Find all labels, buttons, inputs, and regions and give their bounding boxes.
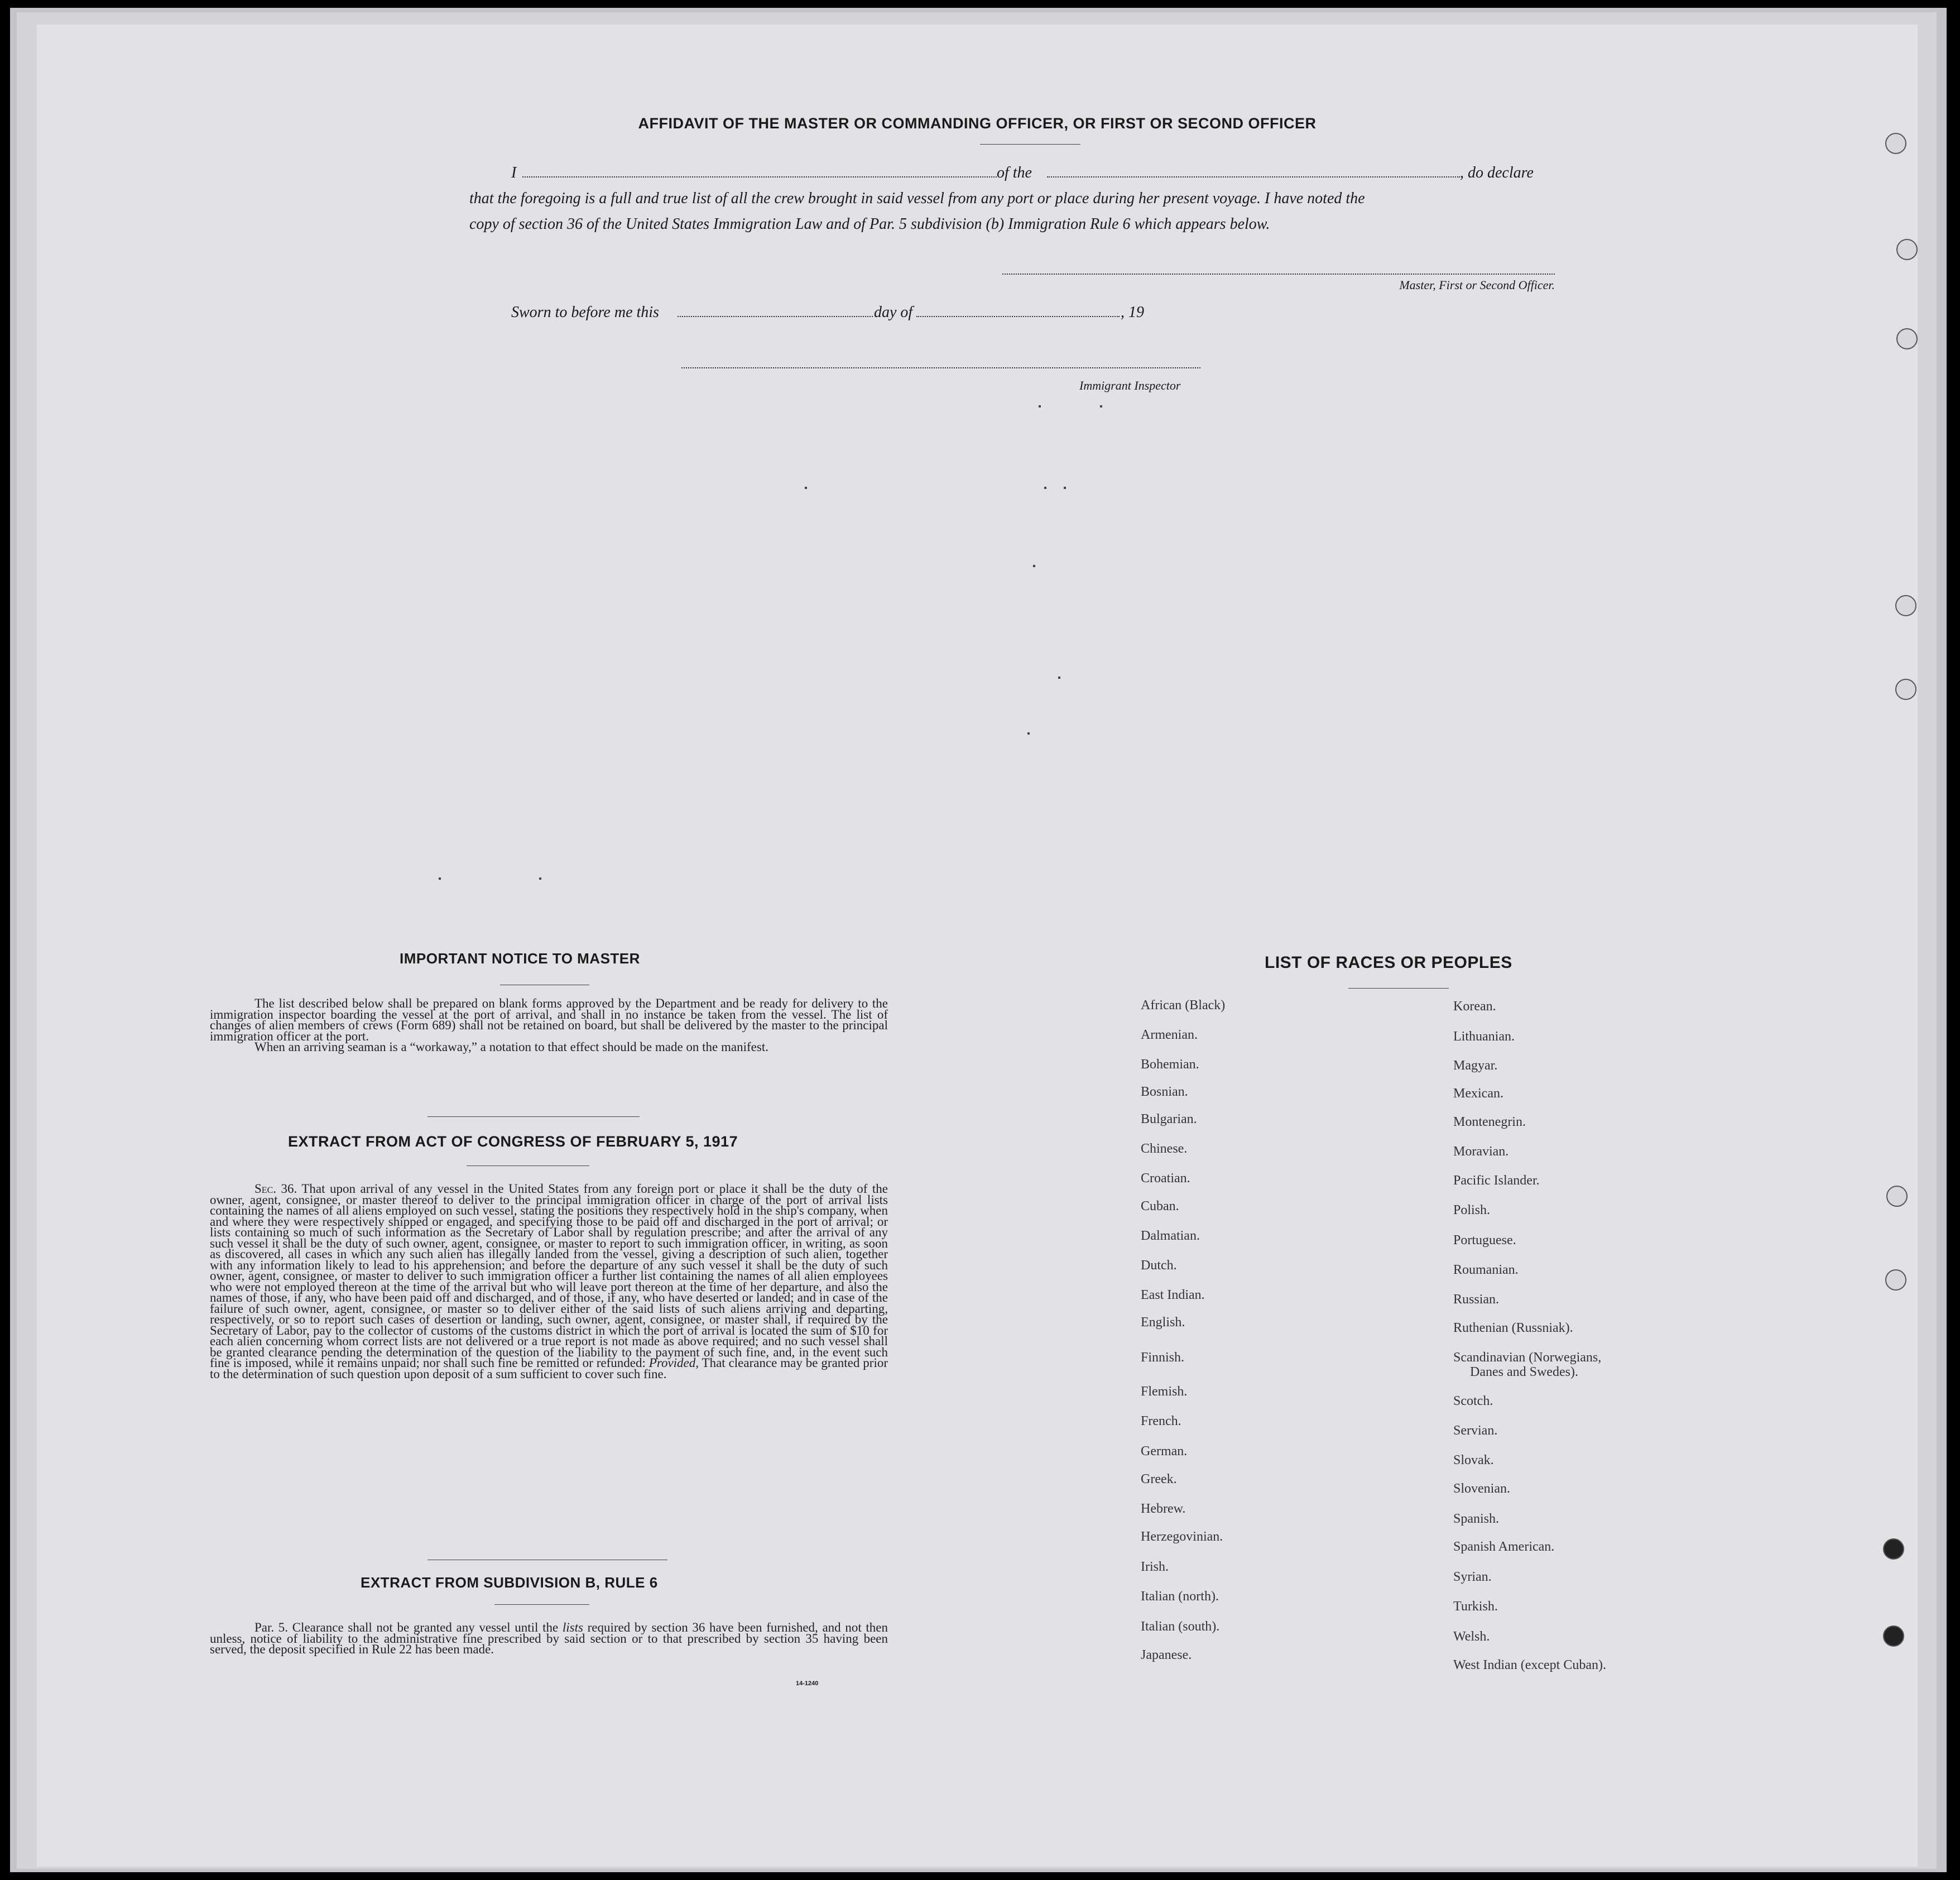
affidavit-declare: , do declare bbox=[1460, 164, 1534, 181]
vessel-blank-line[interactable] bbox=[1047, 176, 1460, 178]
binding-hole bbox=[1883, 1538, 1904, 1560]
race-right-16: Servian. bbox=[1453, 1423, 1498, 1438]
notice-body bbox=[210, 998, 888, 1053]
binding-hole bbox=[1896, 239, 1918, 260]
binding-hole bbox=[1885, 133, 1906, 154]
form-number: 14-1240 bbox=[796, 1680, 819, 1687]
race-left-11: East Indian. bbox=[1141, 1288, 1205, 1302]
inspector-signature-line[interactable] bbox=[681, 367, 1200, 368]
races-rule bbox=[1348, 988, 1449, 989]
race-right-3: Magyar. bbox=[1453, 1058, 1498, 1073]
rule-rule bbox=[494, 1604, 589, 1605]
affidavit-of-the: of the bbox=[997, 164, 1032, 181]
race-left-19: Herzegovinian. bbox=[1141, 1529, 1223, 1544]
master-label: Master, First or Second Officer. bbox=[1399, 278, 1555, 292]
sworn-text: Sworn to before me this bbox=[511, 304, 659, 321]
section-rule-1 bbox=[427, 1116, 640, 1117]
speck bbox=[1033, 565, 1035, 567]
speck bbox=[439, 877, 441, 880]
race-right-10: Roumanian. bbox=[1453, 1263, 1519, 1277]
race-left-7: Croatian. bbox=[1141, 1171, 1190, 1186]
speck bbox=[1044, 487, 1046, 489]
race-left-5: Bulgarian. bbox=[1141, 1112, 1197, 1126]
binding-hole bbox=[1895, 679, 1916, 700]
rule-text-b: required by section 36 have been furnished, and not then unless, notice of liability to the administrative fine prescribed by said section or to that prescribed by section 35 having been served, the deposit specified in Rule 22 has been made. bbox=[210, 1620, 888, 1656]
rule-title: EXTRACT FROM SUBDIVISION B, RULE 6 bbox=[361, 1574, 658, 1591]
inspector-label: Immigrant Inspector bbox=[1079, 378, 1181, 392]
race-right-24: West Indian (except Cuban). bbox=[1453, 1658, 1606, 1672]
rule-text-a: Par. 5. Clearance shall not be granted any vessel until the bbox=[254, 1620, 559, 1634]
race-right-13: Scandinavian (Norwegians, bbox=[1453, 1350, 1602, 1365]
speck bbox=[539, 877, 541, 880]
race-left-23: Japanese. bbox=[1141, 1648, 1192, 1662]
binding-hole bbox=[1895, 595, 1916, 616]
race-right-8: Polish. bbox=[1453, 1203, 1491, 1217]
race-right-14: Danes and Swedes). bbox=[1470, 1365, 1578, 1379]
race-right-5: Montenegrin. bbox=[1453, 1115, 1526, 1129]
document-page bbox=[37, 25, 1918, 1867]
race-left-20: Irish. bbox=[1141, 1560, 1169, 1574]
speck bbox=[805, 487, 807, 489]
race-left-13: Finnish. bbox=[1141, 1350, 1185, 1365]
notice-title: IMPORTANT NOTICE TO MASTER bbox=[400, 950, 640, 967]
race-left-3: Bohemian. bbox=[1141, 1057, 1199, 1072]
race-right-6: Moravian. bbox=[1453, 1144, 1509, 1159]
race-right-20: Spanish American. bbox=[1453, 1540, 1555, 1554]
races-title: LIST OF RACES OR PEOPLES bbox=[1265, 953, 1512, 972]
notice-para-1: The list described below shall be prepared on blank forms approved by the Department and be ready for delivery to the immigration inspector boarding the vessel at the port of arrival, and shall in no instance be taken from the vessel. The list of changes of alien members of crews (Form 689) shall not be retained on board, but shall be delivered by the master to the principal immigration officer at the port. bbox=[210, 996, 888, 1043]
speck bbox=[1064, 487, 1066, 489]
race-left-12: English. bbox=[1141, 1315, 1185, 1330]
sworn-month-line[interactable] bbox=[916, 316, 1120, 317]
race-left-21: Italian (north). bbox=[1141, 1589, 1219, 1604]
notice-para-2: When an arriving seaman is a “workaway,” a notation to that effect should be made on the manifest. bbox=[254, 1040, 768, 1054]
race-right-22: Turkish. bbox=[1453, 1599, 1498, 1614]
race-left-8: Cuban. bbox=[1141, 1199, 1179, 1214]
race-right-4: Mexican. bbox=[1453, 1086, 1503, 1101]
binding-hole bbox=[1885, 1269, 1906, 1291]
name-blank-line[interactable] bbox=[522, 176, 997, 178]
affidavit-i: I bbox=[511, 164, 517, 181]
binding-hole bbox=[1883, 1625, 1904, 1647]
race-right-23: Welsh. bbox=[1453, 1629, 1490, 1644]
rule-body bbox=[210, 1622, 888, 1655]
race-left-2: Armenian. bbox=[1141, 1028, 1198, 1042]
sec-label: Sec. 36. bbox=[254, 1182, 297, 1196]
title-rule bbox=[980, 144, 1080, 145]
race-left-18: Hebrew. bbox=[1141, 1502, 1186, 1516]
race-right-9: Portuguese. bbox=[1453, 1233, 1516, 1248]
speck bbox=[1039, 405, 1041, 407]
day-of-text: day of bbox=[874, 304, 913, 321]
race-right-15: Scotch. bbox=[1453, 1394, 1493, 1408]
binding-hole bbox=[1886, 1186, 1908, 1207]
sworn-day-line[interactable] bbox=[678, 316, 873, 317]
race-right-7: Pacific Islander. bbox=[1453, 1173, 1540, 1188]
speck bbox=[1058, 677, 1060, 679]
race-left-14: Flemish. bbox=[1141, 1384, 1188, 1399]
race-right-21: Syrian. bbox=[1453, 1570, 1492, 1584]
act-text: That upon arrival of any vessel in the United States from any foreign port or place it shall be the duty of the owner, agent, consignee, or master thereof to deliver to the principal immigration officer in charge of the port of arrival lists containing the names of all aliens employed on such vessel, stating the positions they respectively hold in the ship's company, when and where they were respectively shipped or engaged, and specifying those to be paid off and discharged in the port of arrival; or lists containing so much of such information as the Secretary of Labor shall by regulation prescribe; and after the arrival of any such vessel it shall be the duty of such owner, agent, consignee, or master to report to such immigration officer, in writing, as soon as discovered, all cases in which any such alien has illegally landed from the vessel, giving a description of such alien, together with any information likely to lead to his apprehension; and before the departure of any such vessel it shall be the duty of such owner, agent, consignee, or master to deliver to such immigration officer a further list containing the names of all alien employees who were not employed thereon at the time of the arrival but who will leave port thereon at the time of her departure, and also the names of those, if any, who have been paid off and discharged, and of those, if any, who have deserted or landed; and in case of the failure of such owner, agent, consignee, or master so to deliver either of the said lists of such aliens arriving and departing, respectively, or so to report such cases of desertion or landing, such owner, agent, consignee, or master shall, if required by the Secretary of Labor, pay to the collector of customs of the customs district in which the port of arrival is located the sum of $10 for each alien concerning whom correct lists are not delivered or a true report is not made as above required; and no such vessel shall be granted clearance pending the determination of the question of the liability to the payment of such fine, and, in the event such fine is imposed, while it remains unpaid; nor shall such fine be remitted or refunded: bbox=[210, 1182, 888, 1370]
year-text: , 19 bbox=[1121, 304, 1144, 321]
race-right-1: Korean. bbox=[1453, 999, 1496, 1014]
race-left-9: Dalmatian. bbox=[1141, 1229, 1200, 1243]
master-signature-line[interactable] bbox=[1002, 274, 1555, 275]
race-right-19: Spanish. bbox=[1453, 1512, 1500, 1526]
race-right-12: Ruthenian (Russniak). bbox=[1453, 1321, 1573, 1335]
race-left-15: French. bbox=[1141, 1414, 1181, 1428]
race-right-11: Russian. bbox=[1453, 1292, 1500, 1307]
binding-hole bbox=[1896, 328, 1918, 349]
race-left-22: Italian (south). bbox=[1141, 1619, 1220, 1634]
race-left-6: Chinese. bbox=[1141, 1142, 1188, 1156]
race-left-4: Bosnian. bbox=[1141, 1085, 1188, 1099]
race-right-2: Lithuanian. bbox=[1453, 1029, 1515, 1044]
speck bbox=[1027, 732, 1030, 735]
affidavit-line2: that the foregoing is a full and true list of all the crew brought in said vessel from any port or place during her present voyage. I have noted the bbox=[469, 190, 1365, 207]
race-left-17: Greek. bbox=[1141, 1472, 1177, 1486]
affidavit-line3: copy of section 36 of the United States Immigration Law and of Par. 5 subdivision (b) Immigration Rule 6 which appears below. bbox=[469, 215, 1270, 233]
race-right-18: Slovenian. bbox=[1453, 1481, 1510, 1496]
speck bbox=[1100, 405, 1102, 407]
race-right-17: Slovak. bbox=[1453, 1453, 1494, 1467]
rule-lists: lists bbox=[562, 1620, 583, 1634]
affidavit-title: AFFIDAVIT OF THE MASTER OR COMMANDING OFFICER, OR FIRST OR SECOND OFFICER bbox=[638, 115, 1317, 132]
race-left-16: German. bbox=[1141, 1444, 1188, 1459]
race-left-10: Dutch. bbox=[1141, 1258, 1177, 1273]
act-text-end: That clearance may be granted prior to the determination of such question upon deposit of a sum sufficient to cover such fine. bbox=[210, 1356, 888, 1381]
provided-text: Provided, bbox=[648, 1356, 699, 1370]
race-left-1: African (Black) bbox=[1141, 998, 1226, 1013]
act-title: EXTRACT FROM ACT OF CONGRESS OF FEBRUARY 5, 1917 bbox=[288, 1133, 738, 1150]
act-body bbox=[210, 1183, 888, 1379]
